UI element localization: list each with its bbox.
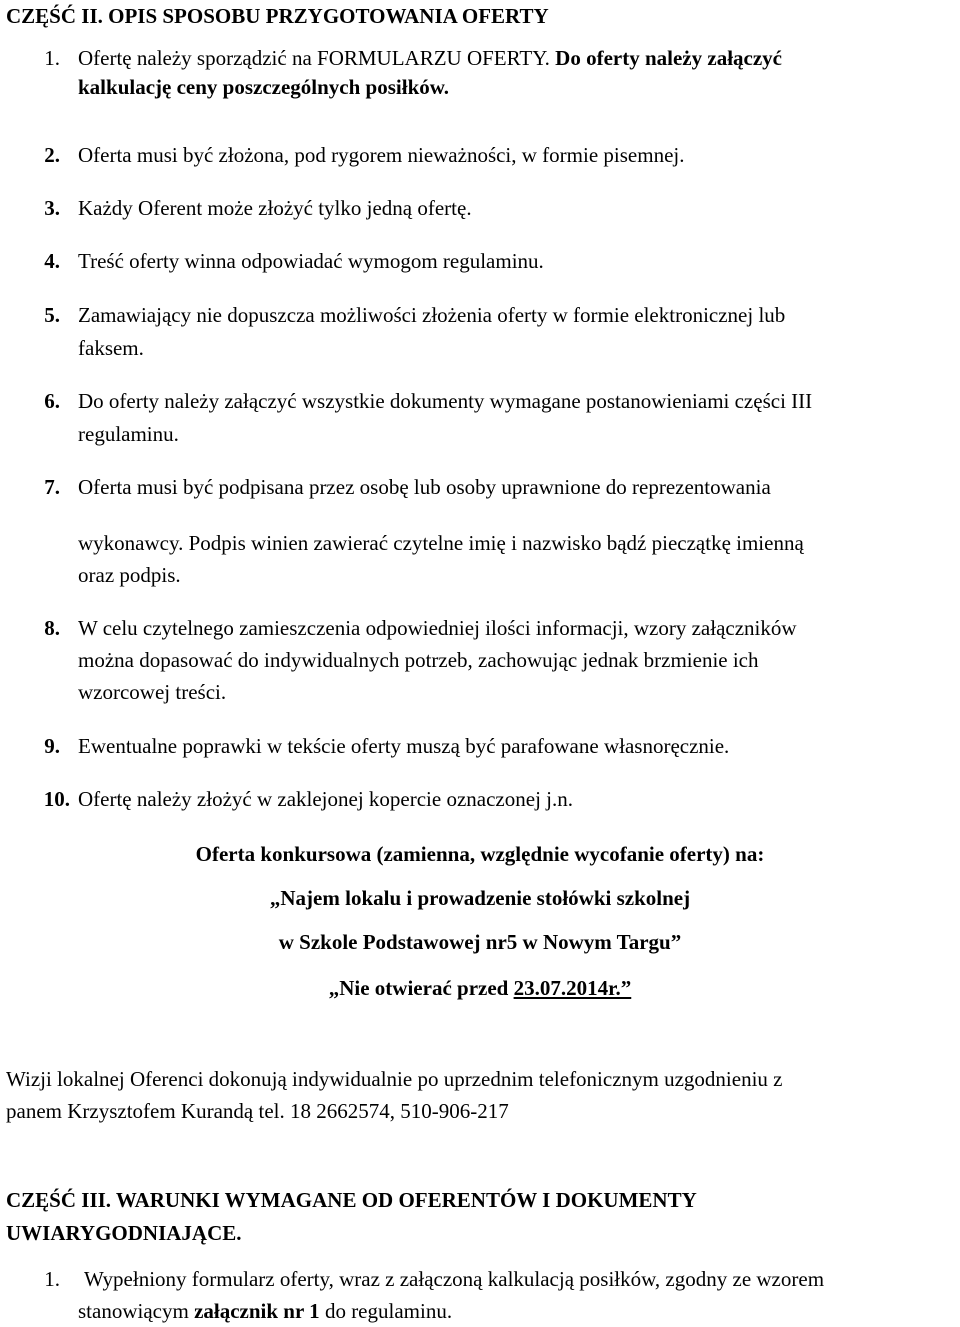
list-item-text bbox=[78, 42, 782, 74]
item-text: Ofertę należy sporządzić na FORMULARZU OFERTY. bbox=[78, 46, 550, 70]
item-text: W celu czytelnego zamieszczenia odpowiedniej ilości informacji, wzory załączników bbox=[78, 616, 797, 640]
site-visit-text: Wizji lokalnej Oferenci dokonują indywidualnie po uprzednim telefonicznym uzgodnieniu z bbox=[6, 1067, 783, 1091]
item-text: stanowiącym bbox=[78, 1299, 195, 1323]
item-text: Ofertę należy złożyć w zaklejonej kopercie oznaczonej j.n. bbox=[78, 787, 573, 811]
item-number: 3. bbox=[44, 196, 60, 220]
item-number: 4. bbox=[44, 249, 60, 273]
envelope-label-line bbox=[0, 972, 960, 1004]
section-2-heading: CZĘŚĆ II. OPIS SPOSOBU PRZYGOTOWANIA OFERTY bbox=[6, 4, 549, 28]
item-number: 1. bbox=[44, 1267, 60, 1291]
item-number: 6. bbox=[44, 389, 60, 413]
item-text: wykonawcy. bbox=[78, 531, 184, 555]
item-number: 7. bbox=[44, 475, 60, 499]
item-text: Treść oferty winna odpowiadać wymogom regulaminu. bbox=[78, 249, 544, 273]
item-text: Podpis winien zawierać czytelne imię i nazwisko bądź pieczątkę imienną bbox=[188, 531, 804, 555]
section-3-heading: CZĘŚĆ III. WARUNKI WYMAGANE OD OFERENTÓW I DOKUMENTY bbox=[6, 1188, 697, 1212]
item-number: 8. bbox=[44, 616, 60, 640]
item-text bbox=[78, 1295, 452, 1327]
item-text: Oferta musi być podpisana przez osobę lub osoby uprawnione do reprezentowania bbox=[78, 475, 771, 499]
item-number: 5. bbox=[44, 303, 60, 327]
item-text: do regulaminu. bbox=[319, 1299, 453, 1323]
item-text bbox=[78, 527, 804, 559]
item-text: Wypełniony formularz oferty, wraz z załączoną kalkulacją posiłków, zgodny ze wzorem bbox=[84, 1267, 825, 1291]
item-text: Ewentualne poprawki w tekście oferty muszą być parafowane własnoręcznie. bbox=[78, 734, 730, 758]
item-text: Każdy Oferent może złożyć tylko jedną ofertę. bbox=[78, 196, 472, 220]
item-number: 9. bbox=[44, 734, 60, 758]
item-number: 1. bbox=[44, 46, 60, 70]
item-text-bold: Do oferty należy załączyć bbox=[555, 46, 782, 70]
site-visit-text: panem Krzysztofem Kurandą tel. 18 2662574, 510-906-217 bbox=[6, 1099, 509, 1123]
section-3-heading: UWIARYGODNIAJĄCE. bbox=[6, 1221, 242, 1245]
item-text: oraz podpis. bbox=[78, 563, 181, 587]
envelope-label-line: w Szkole Podstawowej nr5 w Nowym Targu” bbox=[278, 930, 682, 954]
envelope-label-line: Oferta konkursowa (zamienna, względnie wycofanie oferty) na: bbox=[195, 842, 765, 866]
item-number: 2. bbox=[44, 143, 60, 167]
envelope-date: 23.07.2014r.” bbox=[513, 976, 632, 1000]
item-number: 10. bbox=[43, 787, 70, 811]
envelope-do-not-open: „Nie otwierać przed bbox=[328, 976, 514, 1000]
item-text: wzorcowej treści. bbox=[78, 680, 227, 704]
item-text: można dopasować do indywidualnych potrzeb, zachowując jednak brzmienie ich bbox=[78, 648, 759, 672]
item-text: regulaminu. bbox=[78, 422, 179, 446]
item-text: faksem. bbox=[78, 336, 144, 360]
item-text: Do oferty należy załączyć wszystkie dokumenty wymagane postanowieniami części III bbox=[78, 389, 813, 413]
item-text-bold: kalkulację ceny poszczególnych posiłków. bbox=[78, 75, 450, 99]
envelope-label-line: „Najem lokalu i prowadzenie stołówki szkolnej bbox=[269, 886, 691, 910]
item-text: Zamawiający nie dopuszcza możliwości złożenia oferty w formie elektronicznej lub bbox=[78, 303, 786, 327]
attachment-reference: załącznik nr 1 bbox=[194, 1299, 320, 1323]
item-text: Oferta musi być złożona, pod rygorem nieważności, w formie pisemnej. bbox=[78, 143, 685, 167]
